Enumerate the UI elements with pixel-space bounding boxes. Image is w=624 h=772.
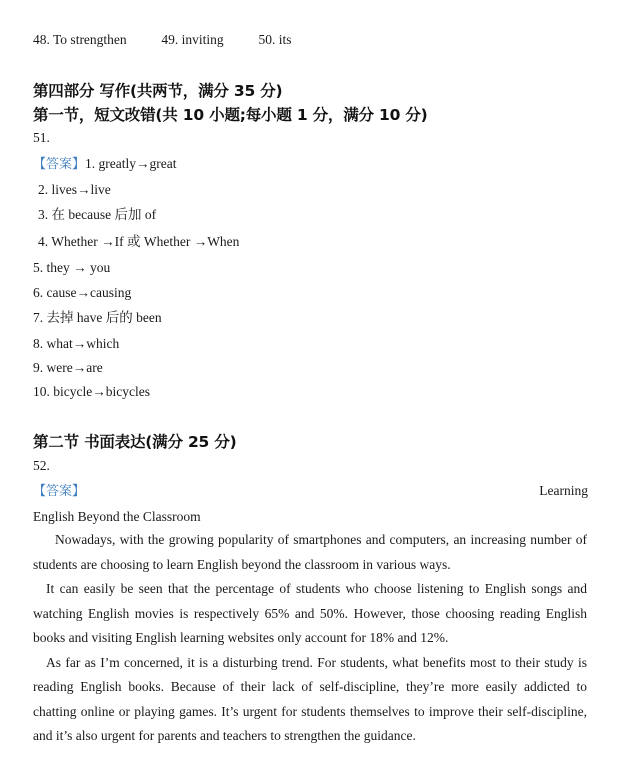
correction-4: 4. Whether →If 或 Whether →When [38,234,240,249]
section1-heading: 第一节，短文改错(共 10 小题;每小题 1 分，满分 10 分) [33,106,428,124]
essay-title-part2: English Beyond the Classroom [33,509,201,524]
answer-49: 49. inviting [161,32,224,47]
correction-3: 3. 在 because 后加 of [38,207,157,222]
answer-tag-52-row [33,482,85,501]
correction-1: 1. greatly→great [85,156,177,171]
essay-body [33,528,587,749]
correction-6: 6. cause→causing [33,285,132,300]
question-52-number: 52. [33,458,50,473]
correction-8: 8. what→which [33,336,120,351]
correction-10: 10. bicycle→bicycles [33,384,150,399]
essay-paragraph-2: It can easily be seen that the percentage of students who choose listening to English songs and watching English movies is respectively 65% and 50%. However, those choosing reading English books and visiting English learning websites only account for 18% and 12%. [33,581,587,645]
answer-48: 48. To strengthen [33,32,127,47]
question-51-number: 51. [33,130,50,145]
answer-tag: 【答案】 [33,157,86,172]
part4-heading: 第四部分 写作(共两节，满分 35 分) [33,82,283,100]
correction-row-1 [33,155,176,174]
correction-2: 2. lives→live [38,182,111,197]
answer-50: 50. its [258,32,292,47]
correction-9: 9. were→are [33,360,103,375]
essay-title-part1: Learning [539,483,588,498]
correction-7: 7. 去掉 have 后的 been [33,310,162,325]
previous-answers-row [33,31,291,49]
essay-paragraph-1: Nowadays, with the growing popularity of smartphones and computers, an increasing number of students are choosing to learn English beyond the classroom in various ways. [33,532,587,572]
answer-tag: 【答案】 [33,484,86,499]
section2-heading: 第二节 书面表达(满分 25 分) [33,433,237,451]
essay-paragraph-3: As far as I’m concerned, it is a disturbing trend. For students, what benefits most to their study is reading English books. Because of their lack of self-discipline, they’re more easily addicted to chatting online or playing games. It’s urgent for students themselves to improve their self-discipline, and it’s also urgent for parents and teachers to strengthen the guidance. [33,654,587,743]
correction-5: 5. they → you [33,260,111,275]
